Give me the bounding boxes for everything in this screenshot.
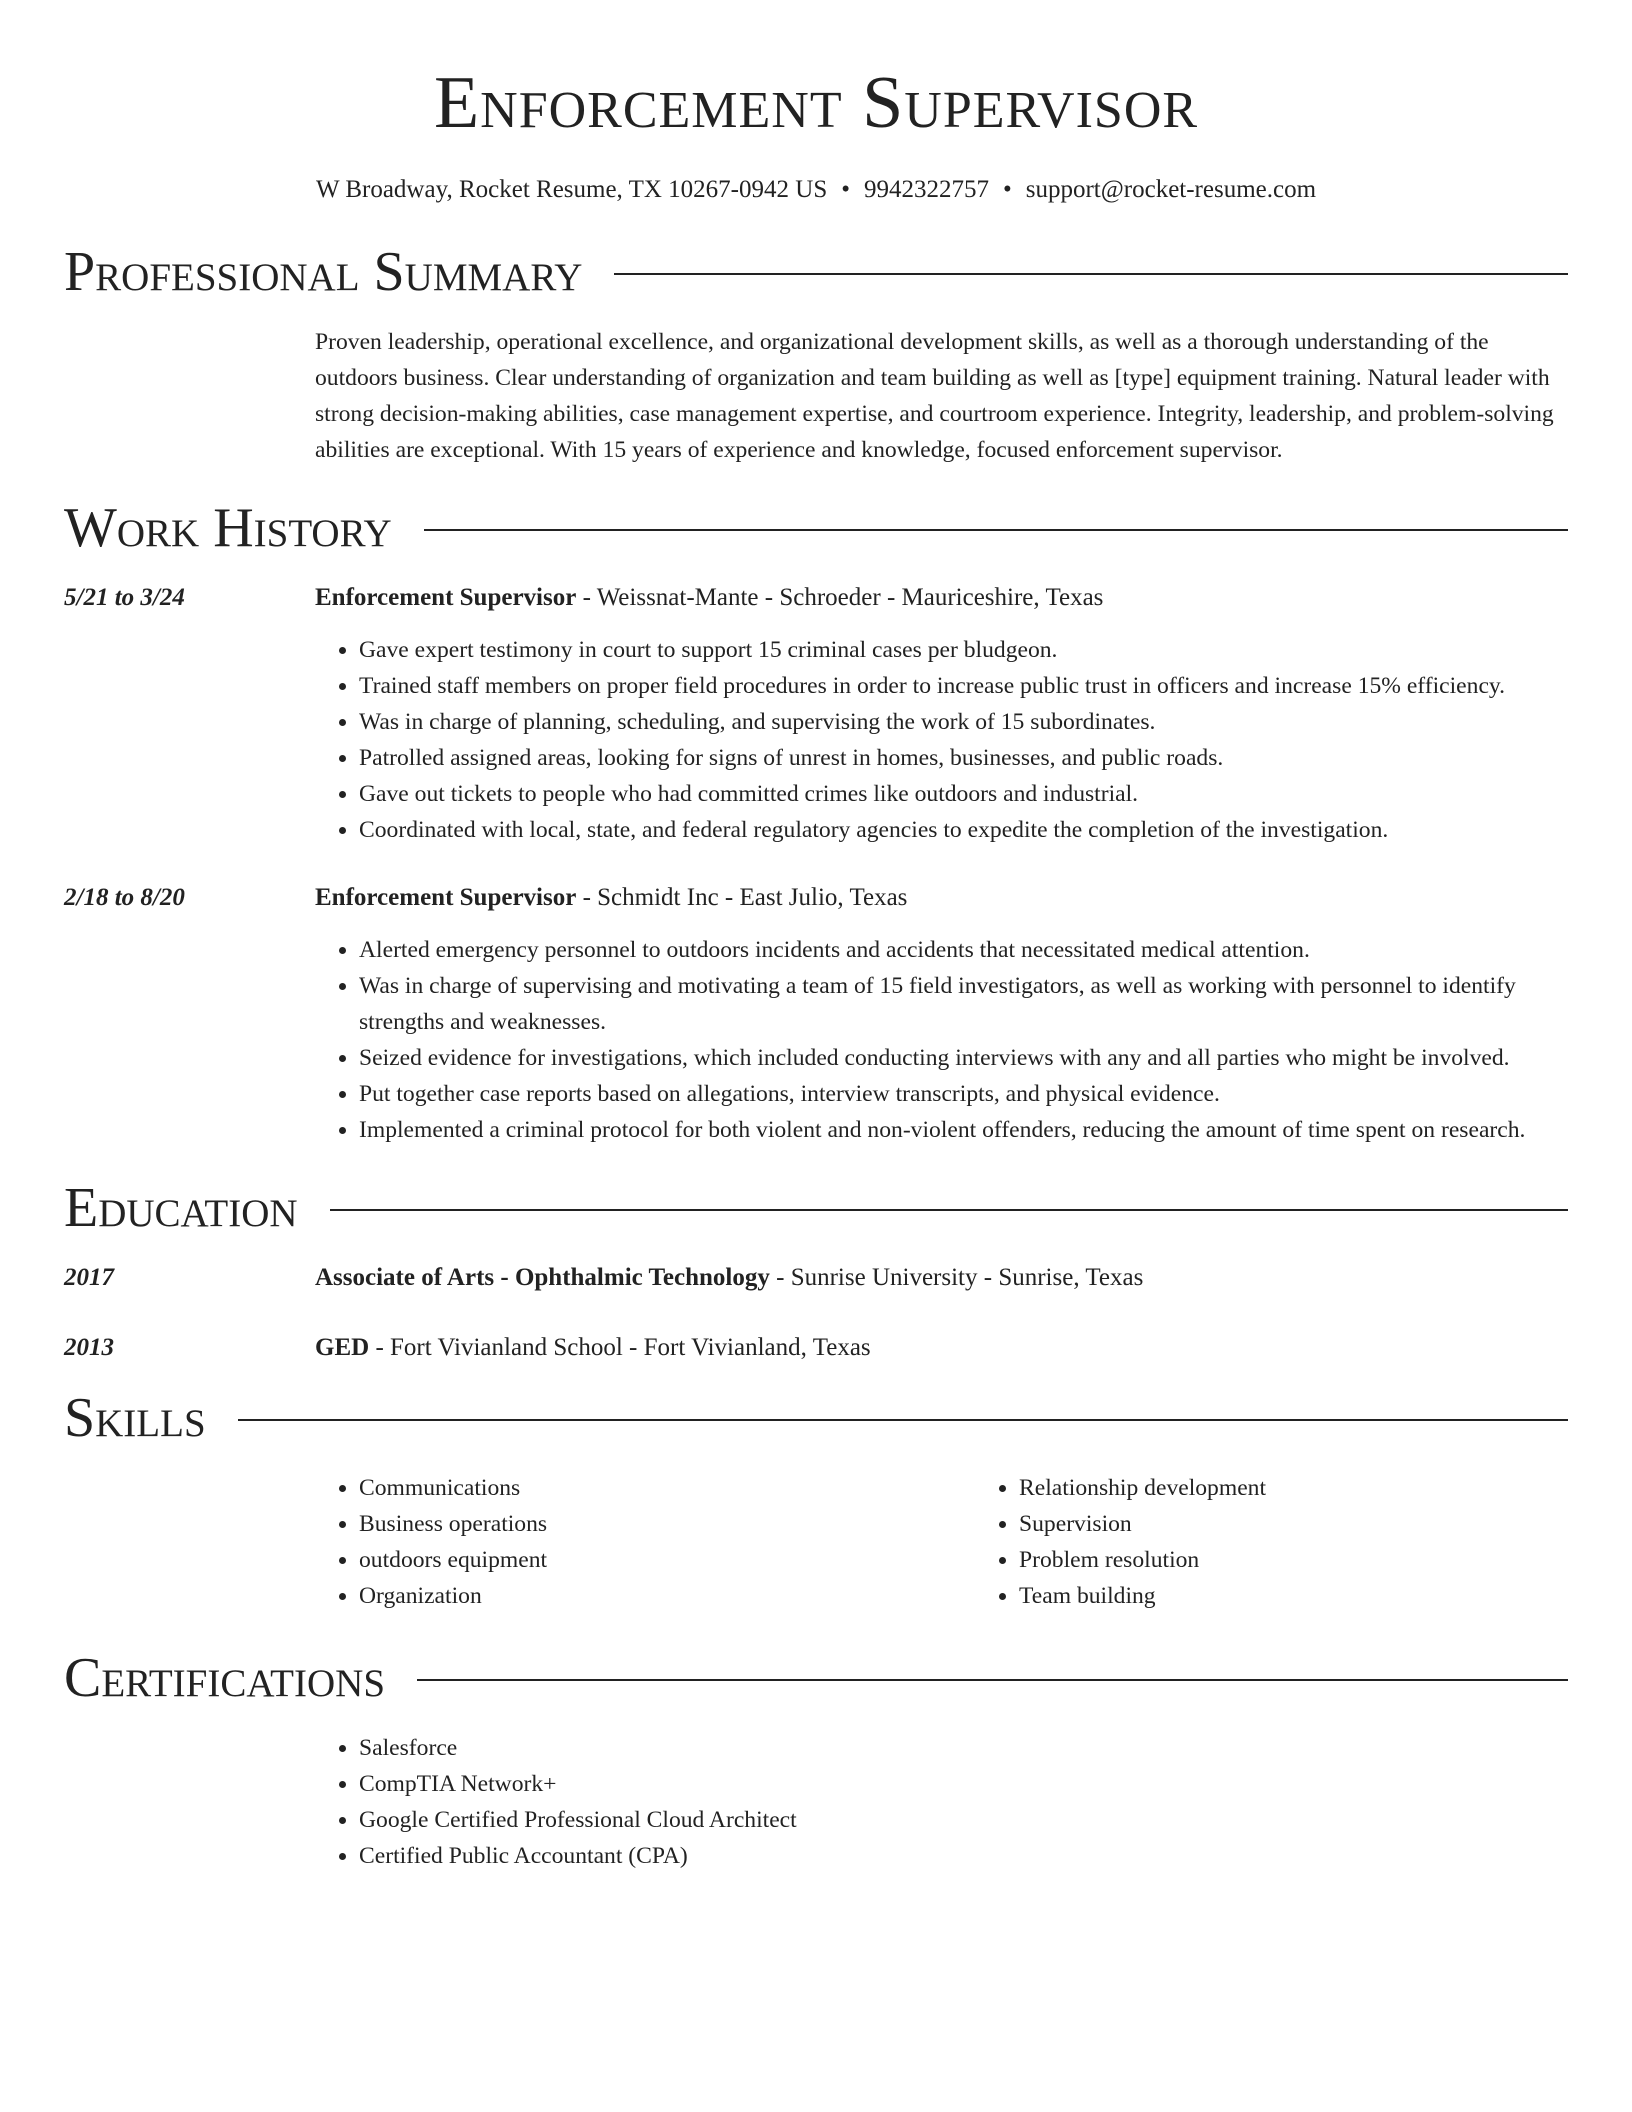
list-item: • outdoors equipment (359, 1542, 975, 1578)
contact-email: support@rocket-resume.com (1025, 176, 1317, 203)
education-section (64, 1176, 1568, 1366)
section-title: Education (64, 1177, 298, 1239)
education-degree: GED (315, 1334, 370, 1361)
section-divider (614, 273, 1568, 275)
list-item: • Trained staff members on proper field procedures in order to increase public trust in officers and increase 15% efficiency. (359, 668, 1568, 704)
section-title: Skills (64, 1387, 206, 1449)
list-item: • Coordinated with local, state, and federal regulatory agencies to expedite the completion of the investigation. (359, 812, 1568, 848)
section-divider (424, 529, 1568, 531)
list-item: • Relationship development (1019, 1470, 1632, 1506)
job-heading (315, 880, 1568, 916)
job-entry (64, 580, 1568, 848)
list-item: • Communications (359, 1470, 975, 1506)
job-bullets (315, 632, 1568, 848)
section-title: Professional Summary (64, 241, 583, 303)
summary-section (64, 240, 1568, 468)
contact-separator: • (841, 176, 850, 203)
work-history-section (64, 496, 1568, 1148)
education-heading (315, 1330, 1568, 1366)
list-item: • Implemented a criminal protocol for both violent and non-violent offenders, reducing the amount of time spent on research. (359, 1112, 1568, 1148)
section-divider (417, 1679, 1568, 1681)
skills-row (64, 1470, 1568, 1614)
list-item: • Salesforce (359, 1730, 1568, 1766)
list-item: • Gave out tickets to people who had committed crimes like outdoors and industrial. (359, 776, 1568, 812)
list-item: • Patrolled assigned areas, looking for signs of unrest in homes, businesses, and public roads. (359, 740, 1568, 776)
section-title: Certifications (64, 1647, 386, 1709)
job-position: Enforcement Supervisor (315, 584, 577, 611)
education-school: - Fort Vivianland School - Fort Vivianland, Texas (369, 1334, 871, 1361)
education-year: 2013 (64, 1334, 114, 1361)
list-item: • Alerted emergency personnel to outdoors incidents and accidents that necessitated medical attention. (359, 932, 1568, 968)
job-entry (64, 880, 1568, 1148)
list-item: • Certified Public Accountant (CPA) (359, 1838, 1568, 1874)
section-header (64, 240, 1568, 304)
skills-list-right (975, 1470, 1632, 1614)
list-item: • Team building (1019, 1578, 1632, 1614)
certifications-section (64, 1646, 1568, 1874)
contact-address: W Broadway, Rocket Resume, TX 10267-0942 US (315, 176, 828, 203)
education-degree: Associate of Arts - Ophthalmic Technology (315, 1264, 770, 1291)
list-item: • Problem resolution (1019, 1542, 1632, 1578)
list-item: • Put together case reports based on allegations, interview transcripts, and physical evidence. (359, 1076, 1568, 1112)
section-header (64, 1646, 1568, 1710)
job-heading (315, 580, 1568, 616)
list-item: • Gave expert testimony in court to support 15 criminal cases per bludgeon. (359, 632, 1568, 668)
section-header (64, 496, 1568, 560)
list-item: • Supervision (1019, 1506, 1632, 1542)
job-bullets (315, 932, 1568, 1148)
list-item: • Business operations (359, 1506, 975, 1542)
summary-text: Proven leadership, operational excellence, and organizational development skills, as well as a thorough understanding of the outdoors business. Clear understanding of organization and team building as well as [type] equipment training. Natural leader with strong decision-making abilities, case management expertise, and courtroom experience. Integrity, leadership, and problem-solving abilities are exceptional. With 15 years of experience and knowledge, focused enforcement supervisor. (315, 329, 1554, 463)
job-employer: - Weissnat-Mante - Schroeder - Mauriceshire, Texas (576, 584, 1104, 611)
job-dates: 2/18 to 8/20 (64, 884, 185, 911)
education-entry (64, 1260, 1568, 1296)
section-divider (330, 1209, 1568, 1211)
list-item: • Was in charge of planning, scheduling, and supervising the work of 15 subordinates. (359, 704, 1568, 740)
list-item: • Was in charge of supervising and motivating a team of 15 field investigators, as well as working with personnel to identify strengths and weaknesses. (359, 968, 1568, 1040)
skills-list-left (315, 1470, 975, 1614)
candidate-name: Enforcement Supervisor (433, 62, 1199, 144)
list-item: • Google Certified Professional Cloud Architect (359, 1802, 1568, 1838)
list-item: • Seized evidence for investigations, which included conducting interviews with any and all parties who might be involved. (359, 1040, 1568, 1076)
skills-section (64, 1386, 1568, 1614)
contact-line (64, 174, 1568, 206)
list-item: • Organization (359, 1578, 975, 1614)
education-entry (64, 1330, 1568, 1366)
section-title: Work History (64, 497, 392, 559)
education-heading (315, 1260, 1568, 1296)
resume-page (64, 0, 1568, 1874)
list-item: • CompTIA Network+ (359, 1766, 1568, 1802)
certifications-row (64, 1730, 1568, 1874)
summary-spacer (64, 324, 315, 468)
contact-phone: 9942322757 (863, 176, 989, 203)
skills-spacer (64, 1470, 315, 1614)
section-header (64, 1386, 1568, 1450)
section-divider (238, 1419, 1568, 1421)
education-year: 2017 (64, 1264, 114, 1291)
certifications-spacer (64, 1730, 315, 1874)
job-employer: - Schmidt Inc - East Julio, Texas (576, 884, 908, 911)
certifications-list (315, 1730, 1568, 1874)
job-position: Enforcement Supervisor (315, 884, 577, 911)
resume-header (64, 0, 1568, 206)
job-dates: 5/21 to 3/24 (64, 584, 185, 611)
summary-row (64, 324, 1568, 468)
education-school: - Sunrise University - Sunrise, Texas (769, 1264, 1144, 1291)
section-header (64, 1176, 1568, 1240)
contact-separator: • (1002, 176, 1012, 203)
